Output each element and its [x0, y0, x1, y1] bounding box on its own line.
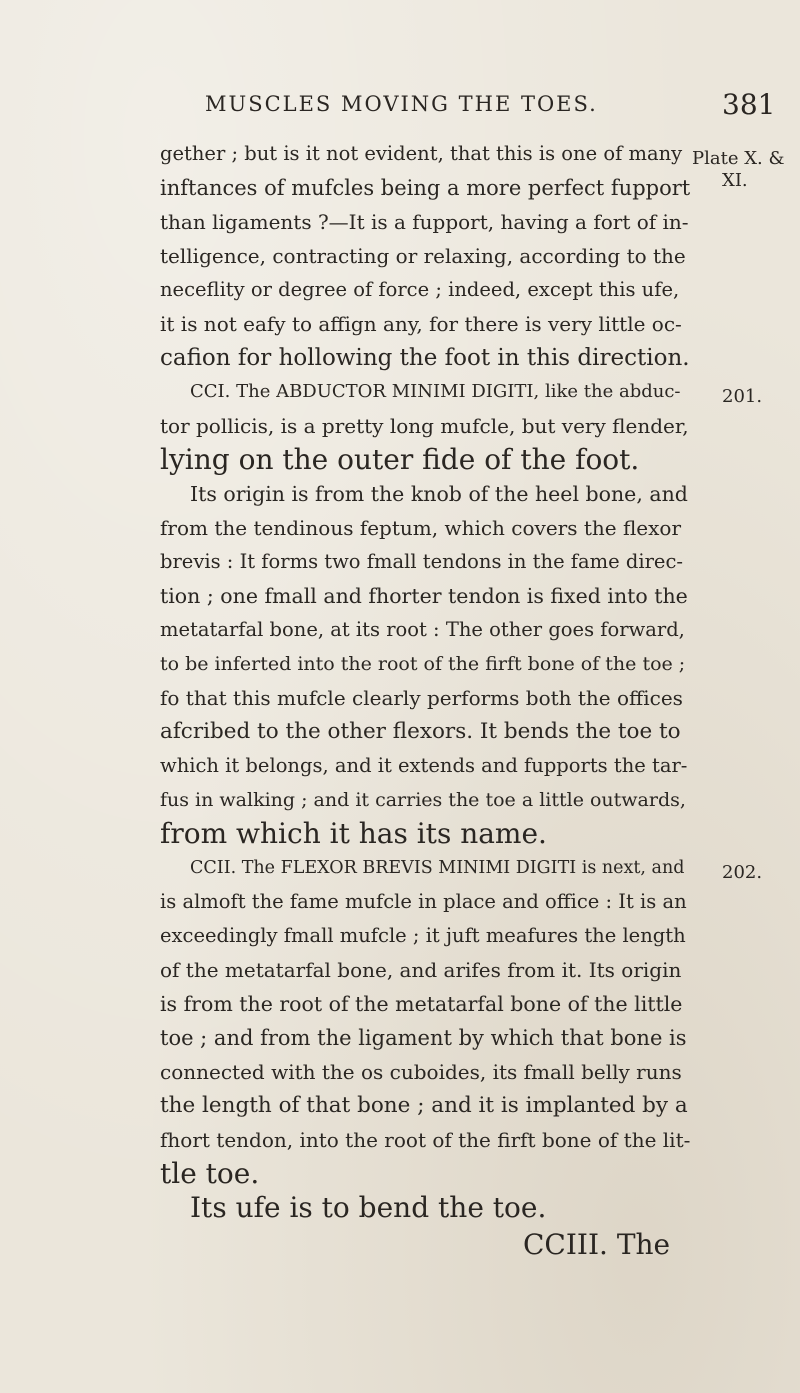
- text-line: metatarfal bone, at its root : The other goes forward,: [160, 618, 685, 641]
- text-line: than ligaments ?—It is a fupport, having a fort of in-: [160, 210, 689, 234]
- section-201-heading: CCI. The ABDUCTOR MINIMI DIGITI, like the abduc-: [190, 381, 681, 402]
- page-number: 381: [722, 88, 776, 121]
- margin-note-plate: Plate X. &: [692, 148, 785, 169]
- text-line: which it belongs, and it extends and fupports the tar-: [160, 754, 688, 777]
- text-line: of the metatarfal bone, and arifes from it. Its origin: [160, 958, 682, 982]
- text-line: neceflity or degree of force ; indeed, except this ufe,: [160, 278, 680, 301]
- text-line: telligence, contracting or relaxing, according to the: [160, 244, 686, 268]
- text-line: cafion for hollowing the foot in this direction.: [160, 345, 690, 371]
- margin-note-plate-2: XI.: [722, 170, 748, 191]
- text-line: exceedingly fmall mufcle ; it juft meafures the length: [160, 924, 686, 947]
- text-line: afcribed to the other flexors. It bends the toe to: [160, 719, 681, 744]
- text-line: toe ; and from the ligament by which that bone is: [160, 1026, 687, 1050]
- text-line: brevis : It forms two fmall tendons in the fame direc-: [160, 550, 683, 573]
- text-line: fo that this mufcle clearly performs both the offices: [160, 686, 683, 710]
- text-line: from which it has its name.: [160, 817, 547, 850]
- text-line: the length of that bone ; and it is implanted by a: [160, 1093, 688, 1118]
- catchword: CCIII. The: [523, 1228, 671, 1261]
- text-line: fhort tendon, into the root of the firft bone of the lit-: [160, 1128, 691, 1152]
- text-line: gether ; but is it not evident, that this is one of many: [160, 142, 683, 165]
- text-line: to be inferted into the root of the firft bone of the toe ;: [160, 653, 686, 675]
- margin-note-section-202: 202.: [722, 862, 763, 883]
- text-line: tor pollicis, is a pretty long mufcle, but very flender,: [160, 414, 689, 438]
- text-line: tle toe.: [160, 1157, 260, 1190]
- text-line: tion ; one fmall and fhorter tendon is fixed into the: [160, 584, 688, 608]
- running-head: MUSCLES MOVING THE TOES.: [205, 92, 598, 116]
- text-line: lying on the outer fide of the foot.: [160, 443, 640, 476]
- text-line: Its origin is from the knob of the heel bone, and: [190, 482, 688, 506]
- text-line: connected with the os cuboides, its fmall belly runs: [160, 1060, 682, 1084]
- text-line: is from the root of the metatarfal bone of the little: [160, 992, 683, 1016]
- text-line: is almoft the fame mufcle in place and office : It is an: [160, 890, 687, 913]
- text-line: it is not eafy to affign any, for there is very little oc-: [160, 312, 682, 336]
- text-line: inftances of mufcles being a more perfect fupport: [160, 176, 691, 200]
- section-202-heading: CCII. The FLEXOR BREVIS MINIMI DIGITI is next, and: [190, 858, 685, 878]
- text-line: Its ufe is to bend the toe.: [190, 1191, 547, 1224]
- text-line: fus in walking ; and it carries the toe a little outwards,: [160, 789, 686, 811]
- text-line: from the tendinous feptum, which covers the flexor: [160, 516, 682, 540]
- margin-note-section-201: 201.: [722, 386, 763, 407]
